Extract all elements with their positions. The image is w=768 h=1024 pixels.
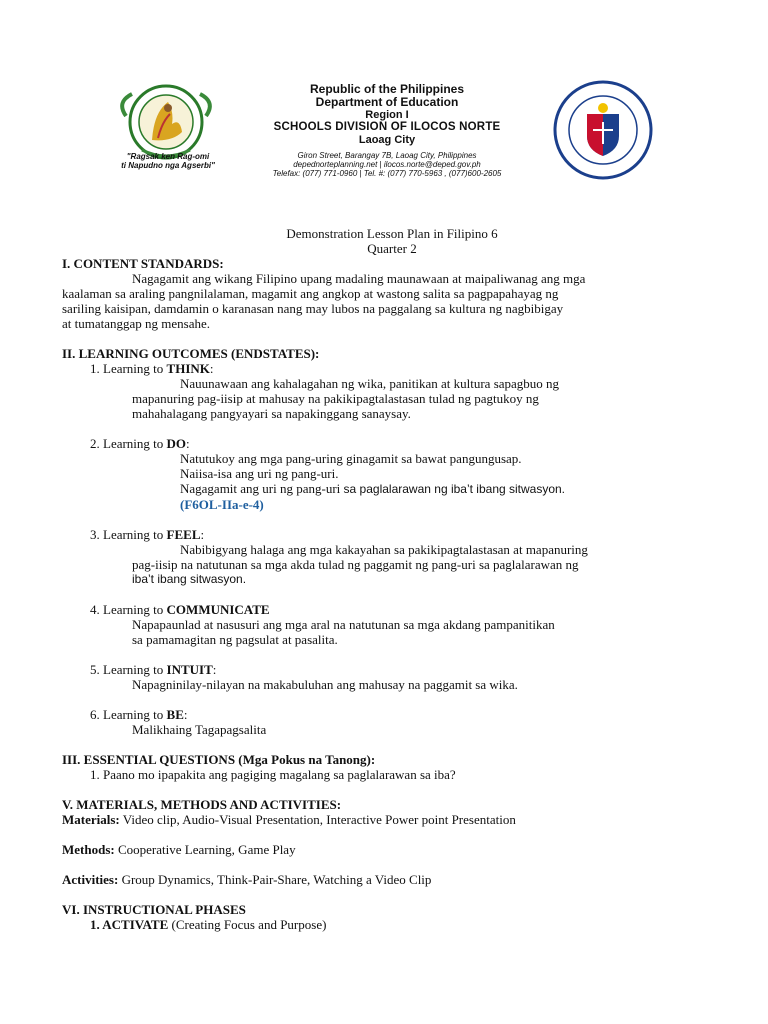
learning-outcomes-heading: II. LEARNING OUTCOMES (ENDSTATES): <box>62 346 320 361</box>
materials-line: Materials: Video clip, Audio-Visual Presentation, Interactive Power point Presentation <box>62 812 516 827</box>
document-quarter: Quarter 2 <box>367 241 417 256</box>
department-line: Department of Education <box>315 95 459 109</box>
competency-code: (F6OL-IIa-e-4) <box>180 497 264 512</box>
kagawaran-ng-edukasyon-seal-logo <box>551 78 655 182</box>
letterhead-text <box>262 83 512 178</box>
letterhead <box>0 78 768 188</box>
methods-line: Methods: Cooperative Learning, Game Play <box>62 842 296 857</box>
telephone-line: Telefax: (077) 771-0960 | Tel. #: (077) 770-5963 , (077)600-2605 <box>272 169 502 178</box>
learning-to-feel: 3. Learning to FEEL: <box>90 527 205 542</box>
content-standards-heading: I. CONTENT STANDARDS: <box>62 256 224 271</box>
instructional-phases-heading: VI. INSTRUCTIONAL PHASES <box>62 902 246 917</box>
region-line: Region I <box>365 109 409 121</box>
document-title: Demonstration Lesson Plan in Filipino 6 <box>286 226 498 241</box>
republic-line: Republic of the Philippines <box>309 82 464 96</box>
lesson-plan-body: Demonstration Lesson Plan in Filipino 6 Quarter 2 I. CONTENT STANDARDS: Nagagamit ang wikang Filipino upang madaling maunawaan at maipaliwanag ang mga kaalaman sa araling pangnilalaman, magamit ang angkop at wastong salita sa pagpapahayag ng sariling kaisipan, damdamin o karanasan nang may lubos na paggalang sa kultura ng nagbibigay at tumatanggap ng mensahe. II. LEARNING OUTCOMES (ENDSTATES): 1. Learning to THINK: Nauunawaan ang kahalagahan ng wika, panitikan at kultura sapagbuo ng mapanuring pag-iisip at mahusay na pakikipagtalastasan tulad ng pagtukoy ng mahahalagang pangyayari sa napakinggang sanaysay. 2. Learning to DO: Natutukoy ang mga pang-uring ginagamit sa bawat pangungusap. Naiisa-isa ang uri ng pang-uri. Nagagamit ang uri ng pang-uri sa paglalarawan ng iba’t ibang sitwasyon. (F6OL-IIa-e-4) 3. Learning to FEEL: Nabibigyang halaga ang mga kakayahan sa pakikipagtalastasan at mapanuring pag-iisip na natutunan sa mga akda tulad ng paggamit ng pang-uri sa paglalarawan ng iba’t ibang sitwasyon. 4. Learning to COMMUNICATE Napapaunlad at nasusuri ang mga aral na natutunan sa mga akdang pampanitikan sa pamamagitan ng pagsulat at pasalita. 5. Learning to INTUIT: Napagninilay-nilayan na makabuluhan ang mahusay na paggamit sa wika. 6. Learning to BE: Malikhaing Tagapagsalita III. ESSENTIAL QUESTIONS (Mga Pokus na Tanong): 1. Paano mo ipapakita ang pagiging magalang sa paglalarawan sa iba? V. MATERIALS, METHODS AND ACTIVITIES: Materials: Video clip, Audio-Visual Presentation, Interactive Power point Presentation Methods: Cooperative Learning, Game Play Activities: Group Dynamics, Think-Pair-Share, Watching a Video Clip VI. INSTRUCTIONAL PHASES 1. ACTIVATE (Creating Focus and Purpose) <box>62 226 722 932</box>
learning-to-do: 2. Learning to DO: <box>90 436 190 451</box>
activities-line: Activities: Group Dynamics, Think-Pair-Share, Watching a Video Clip <box>62 872 432 887</box>
city-line: Laoag City <box>358 134 416 146</box>
learning-to-communicate: 4. Learning to COMMUNICATE <box>90 602 270 617</box>
seal-motto: "Ragsak ken Rag-omi ti Napudno nga Agserbi" <box>121 152 215 170</box>
activate-phase: 1. ACTIVATE (Creating Focus and Purpose) <box>90 917 327 932</box>
learning-to-think: 1. Learning to THINK: <box>90 361 214 376</box>
essential-questions-heading: III. ESSENTIAL QUESTIONS (Mga Pokus na Tanong): <box>62 752 376 767</box>
materials-methods-heading: V. MATERIALS, METHODS AND ACTIVITIES: <box>62 797 342 812</box>
essential-question-1: 1. Paano mo ipapakita ang pagiging magalang sa paglalarawan sa iba? <box>90 767 456 782</box>
address-line: Giron Street, Barangay 7B, Laoag City, Philippines <box>297 151 477 160</box>
website-email-line: depednorteplanning.net | ilocos.norte@deped.gov.ph <box>293 160 481 169</box>
division-line: SCHOOLS DIVISION OF ILOCOS NORTE <box>273 121 501 133</box>
content-standards-text: Nagagamit ang wikang Filipino upang madaling maunawaan at maipaliwanag ang mga kaalaman sa araling pangnilalaman, magamit ang angkop at wastong salita sa pagpapahayag ng sariling kaisipan, damdamin o karanasan nang may lubos na paggalang sa kultura ng nagbibigay at tumatanggap ng mensahe. <box>62 271 586 331</box>
learning-to-be: 6. Learning to BE: <box>90 707 188 722</box>
learning-to-intuit: 5. Learning to INTUIT: <box>90 662 217 677</box>
